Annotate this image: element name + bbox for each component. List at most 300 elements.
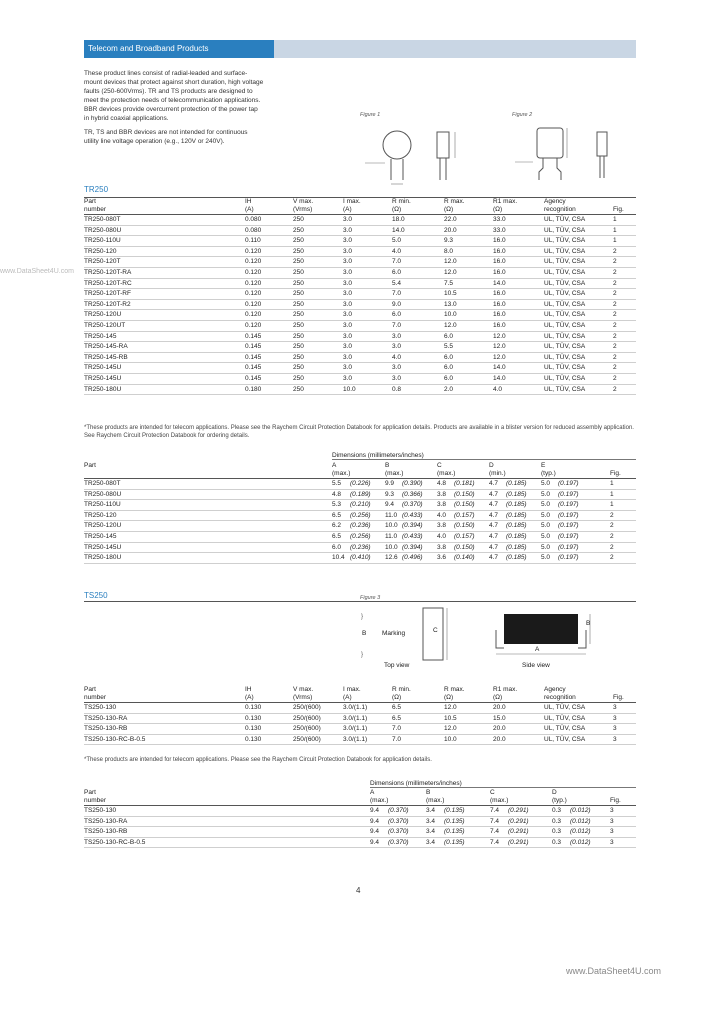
- part-number-cell: TR250-110U: [84, 501, 121, 509]
- table-cell: 1: [613, 237, 617, 245]
- table-cell: 3.0: [343, 332, 353, 340]
- table-cell: 3.4: [426, 838, 436, 846]
- table-cell: 16.0: [493, 300, 506, 308]
- table-cell: 4.7: [489, 480, 499, 487]
- table-row: [84, 278, 636, 289]
- table-cell: (0.197): [558, 554, 579, 562]
- col-d: D (typ.): [552, 789, 567, 804]
- col-b: B (max.): [426, 789, 445, 804]
- table-cell: 250/(600): [293, 704, 321, 711]
- table-cell: 2: [613, 258, 617, 266]
- table-cell: 4.0: [493, 385, 503, 393]
- col-e: E (typ.): [541, 462, 556, 477]
- part-number-cell: TS250-130-RC-B-0.5: [84, 838, 146, 846]
- table-row: [84, 310, 636, 321]
- table-cell: 0.080: [245, 216, 262, 223]
- table-cell: 2: [613, 353, 617, 361]
- table-cell: 250: [293, 364, 304, 372]
- table-cell: 3.0: [343, 216, 353, 223]
- dim-letter-a: A: [535, 646, 540, 653]
- figure-1-label: Figure 1: [360, 112, 381, 118]
- table-cell: 12.6: [385, 554, 398, 562]
- table-row: [84, 257, 636, 268]
- col-fig: Fig.: [613, 694, 624, 701]
- table-cell: (0.256): [350, 511, 371, 519]
- table-cell: 0.3: [552, 817, 562, 825]
- table-cell: (0.291): [508, 828, 529, 836]
- table-cell: 0.120: [245, 321, 262, 329]
- table-cell: 9.3: [385, 490, 395, 498]
- table-cell: 3.0: [343, 226, 353, 234]
- part-number-cell: TR250-080T: [84, 216, 121, 223]
- table-row: [84, 236, 636, 247]
- table-cell: 0.145: [245, 353, 262, 361]
- table-cell: 3.8: [437, 543, 447, 551]
- table-cell: 5.0: [541, 522, 551, 530]
- part-number-cell: TR250-145: [84, 532, 117, 540]
- table-cell: 2: [613, 321, 617, 329]
- table-cell: 3.0/(1.1): [343, 704, 368, 711]
- table-cell: 6.0: [392, 311, 402, 319]
- table-cell: 9.9: [385, 480, 395, 487]
- table-cell: 6.5: [332, 532, 342, 540]
- table-cell: UL, TÜV, CSA: [544, 321, 586, 329]
- table-cell: 12.0: [493, 343, 506, 351]
- part-number-cell: TS250-130: [84, 807, 117, 814]
- table-cell: (0.366): [402, 490, 423, 498]
- table-cell: 0.120: [245, 311, 262, 319]
- table-cell: 13.0: [444, 300, 457, 308]
- table-cell: 12.0: [444, 258, 457, 266]
- table-cell: 12.0: [444, 268, 457, 276]
- table-cell: 3.0/(1.1): [343, 735, 368, 743]
- table-cell: 0.3: [552, 838, 562, 846]
- table-row: [84, 510, 636, 521]
- table-cell: 250: [293, 290, 304, 298]
- table-cell: 250: [293, 247, 304, 255]
- table-cell: UL, TÜV, CSA: [544, 714, 586, 722]
- table-cell: 10.0: [385, 543, 398, 551]
- table-cell: 3.8: [437, 522, 447, 530]
- table-cell: 7.0: [392, 321, 402, 329]
- part-number-cell: TR250-120U: [84, 522, 122, 530]
- table-cell: 0.110: [245, 237, 261, 245]
- table-cell: 10.0: [343, 385, 356, 393]
- table-cell: 12.0: [444, 704, 457, 711]
- page-title: Telecom and Broadband Products: [84, 40, 274, 58]
- part-number-cell: TR250-080T: [84, 480, 121, 487]
- table-cell: (0.135): [444, 828, 465, 836]
- table-cell: 16.0: [493, 311, 506, 319]
- col-part: Part number: [84, 686, 107, 701]
- intro-paragraph-2: TR, TS and BBR devices are not intended for continuous utility line voltage operation (e.g., 120V or 240V).: [84, 129, 248, 146]
- table-cell: 6.0: [444, 332, 454, 340]
- table-row: [84, 331, 636, 342]
- table-cell: 0.120: [245, 258, 262, 266]
- table-cell: 0.130: [245, 704, 262, 711]
- table-cell: 16.0: [493, 268, 506, 276]
- table-header-row: [84, 789, 636, 806]
- part-number-cell: TS250-130-RB: [84, 725, 128, 733]
- table-cell: 2: [613, 332, 617, 340]
- table-cell: 0.120: [245, 247, 262, 255]
- part-number-cell: TR250-145U: [84, 374, 122, 382]
- table-cell: (0.189): [350, 490, 371, 498]
- table-cell: 1: [610, 490, 614, 498]
- table-row: [84, 734, 636, 745]
- table-row: [84, 373, 636, 384]
- table-cell: 0.120: [245, 290, 262, 298]
- table-cell: UL, TÜV, CSA: [544, 725, 586, 733]
- table-cell: (0.140): [454, 554, 475, 562]
- table-cell: 2: [613, 290, 617, 298]
- table-cell: 9.4: [385, 501, 395, 509]
- table-cell: 250: [293, 226, 304, 234]
- table-cell: 1: [610, 501, 614, 509]
- figure-3-label: Figure 3: [360, 595, 381, 601]
- table-cell: (0.410): [350, 554, 371, 562]
- table-cell: UL, TÜV, CSA: [544, 735, 586, 743]
- table-cell: 16.0: [493, 247, 506, 255]
- table-cell: 3.0: [343, 290, 353, 298]
- table-cell: 4.8: [437, 480, 447, 487]
- table-cell: (0.236): [350, 543, 371, 551]
- table-cell: 3.0: [392, 343, 402, 351]
- table-cell: 6.0: [444, 374, 454, 382]
- table-cell: UL, TÜV, CSA: [544, 332, 586, 340]
- table-cell: 12.0: [444, 725, 457, 733]
- table-cell: 22.0: [444, 216, 457, 223]
- tr250-table: [84, 198, 636, 395]
- table-row: [84, 500, 636, 511]
- table-cell: (0.433): [402, 511, 423, 519]
- table-cell: (0.135): [444, 817, 465, 825]
- table-cell: 10.0: [444, 735, 457, 743]
- table-cell: 5.0: [541, 543, 551, 551]
- table-row: [84, 479, 636, 490]
- table-cell: 6.5: [332, 511, 342, 519]
- svg-text:}: }: [361, 652, 364, 658]
- table-row: [84, 827, 636, 838]
- table-cell: (0.197): [558, 522, 579, 530]
- table-cell: 0.145: [245, 374, 262, 382]
- part-number-cell: TR250-120T-RC: [84, 279, 132, 287]
- table-cell: (0.370): [388, 817, 409, 825]
- table-cell: 3: [610, 807, 614, 814]
- table-cell: 250: [293, 374, 304, 382]
- table-cell: 2: [610, 522, 614, 530]
- table-cell: 12.0: [493, 353, 506, 361]
- table-cell: 0.145: [245, 332, 262, 340]
- ts250-note: *These products are intended for telecom applications. Please see the Raychem Circuit Protection Databook for application details.: [84, 757, 432, 763]
- table-cell: 5.0: [392, 237, 402, 245]
- table-cell: 3.0: [343, 247, 353, 255]
- tr250-section-title: TR250: [84, 185, 109, 194]
- table-cell: (0.135): [444, 838, 465, 846]
- table-row: [84, 225, 636, 236]
- table-cell: 20.0: [444, 226, 457, 234]
- col-ih: IH (A): [245, 198, 254, 213]
- table-cell: UL, TÜV, CSA: [544, 290, 586, 298]
- table-row: [84, 384, 636, 395]
- table-header-row: [84, 462, 636, 479]
- table-cell: (0.197): [558, 543, 579, 551]
- table-cell: 2: [613, 247, 617, 255]
- table-cell: 9.4: [370, 807, 380, 814]
- col-c: C (max.): [490, 789, 509, 804]
- table-cell: 2: [613, 374, 617, 382]
- table-row: [84, 267, 636, 278]
- table-cell: 250: [293, 216, 304, 223]
- col-r1max: R1 max. (Ω): [493, 198, 518, 213]
- page-number: 4: [356, 886, 361, 895]
- table-cell: 20.0: [493, 735, 506, 743]
- part-number-cell: TR250-120T: [84, 258, 121, 266]
- table-cell: 7.4: [490, 817, 500, 825]
- table-cell: (0.185): [506, 532, 527, 540]
- table-cell: 2: [610, 543, 614, 551]
- table-cell: 6.0: [444, 353, 454, 361]
- table-cell: 8.0: [444, 247, 454, 255]
- table-cell: 5.4: [392, 279, 402, 287]
- table-cell: (0.197): [558, 532, 579, 540]
- table-cell: (0.150): [454, 490, 475, 498]
- table-cell: 14.0: [493, 279, 506, 287]
- table-cell: UL, TÜV, CSA: [544, 353, 586, 361]
- table-cell: UL, TÜV, CSA: [544, 268, 586, 276]
- marking-label: Marking: [382, 630, 406, 637]
- table-cell: 5.5: [332, 480, 342, 487]
- ts-dimensions-header: Dimensions (millimeters/inches): [370, 780, 636, 788]
- table-cell: 10.0: [385, 522, 398, 530]
- part-number-cell: TR250-145-RB: [84, 353, 128, 361]
- col-r1max: R1 max. (Ω): [493, 686, 518, 701]
- table-cell: (0.210): [350, 501, 371, 509]
- part-number-cell: TR250-080U: [84, 226, 122, 234]
- table-cell: 4.7: [489, 511, 499, 519]
- table-cell: 3: [610, 817, 614, 825]
- table-cell: 2: [613, 364, 617, 372]
- part-number-cell: TR250-120T-RA: [84, 268, 132, 276]
- table-cell: (0.157): [454, 532, 475, 540]
- table-cell: 16.0: [493, 321, 506, 329]
- ts250-section-title: TS250: [84, 591, 108, 600]
- table-cell: 2: [613, 268, 617, 276]
- table-cell: 6.5: [392, 714, 402, 722]
- table-row: [84, 246, 636, 257]
- table-cell: (0.197): [558, 511, 579, 519]
- table-cell: UL, TÜV, CSA: [544, 258, 586, 266]
- table-cell: 1: [613, 216, 617, 223]
- table-cell: 3.0: [343, 364, 353, 372]
- table-cell: 0.120: [245, 300, 262, 308]
- table-cell: 3.0: [343, 311, 353, 319]
- table-cell: UL, TÜV, CSA: [544, 385, 586, 393]
- table-cell: (0.185): [506, 511, 527, 519]
- table-cell: 2: [613, 311, 617, 319]
- table-cell: 9.4: [370, 838, 380, 846]
- col-a: A (max.): [332, 462, 351, 477]
- table-cell: (0.291): [508, 807, 529, 814]
- part-number-cell: TR250-120: [84, 511, 117, 519]
- table-cell: (0.012): [570, 828, 591, 836]
- figure-1-diagram: [355, 118, 475, 188]
- table-cell: UL, TÜV, CSA: [544, 247, 586, 255]
- table-cell: 4.7: [489, 501, 499, 509]
- table-cell: 20.0: [493, 725, 506, 733]
- table-cell: 1: [613, 226, 617, 234]
- table-cell: 15.0: [493, 714, 506, 722]
- side-view-label: Side view: [522, 662, 550, 669]
- table-row: [84, 837, 636, 848]
- table-row: [84, 553, 636, 564]
- table-cell: 20.0: [493, 704, 506, 711]
- table-cell: 2: [610, 554, 614, 562]
- table-cell: 250: [293, 258, 304, 266]
- table-row: [84, 289, 636, 300]
- table-cell: 16.0: [493, 290, 506, 298]
- part-number-cell: TR250-120UT: [84, 321, 126, 329]
- intro-text: [84, 70, 264, 153]
- table-row: [84, 215, 636, 226]
- part-number-cell: TR250-145-RA: [84, 343, 128, 351]
- table-cell: UL, TÜV, CSA: [544, 226, 586, 234]
- table-cell: UL, TÜV, CSA: [544, 704, 586, 711]
- table-row: [84, 806, 636, 817]
- part-number-cell: TR250-080U: [84, 490, 122, 498]
- table-cell: 4.7: [489, 522, 499, 530]
- table-cell: 3: [613, 714, 617, 722]
- col-rmax: R max. (Ω): [444, 686, 465, 701]
- table-cell: 0.180: [245, 385, 262, 393]
- table-cell: 11.0: [385, 532, 398, 540]
- table-cell: 3.0: [343, 353, 353, 361]
- table-cell: 3.8: [437, 490, 447, 498]
- intro-paragraph-1: These product lines consist of radial-leaded and surface-mount devices that protect against short duration, high voltage faults (250-600Vrms). TR and TS products are designed to meet the protection needs of telecommunication applications. BBR devices provide overcurrent protection of the power tap in hybrid coaxial applications.: [84, 70, 264, 122]
- table-cell: (0.433): [402, 532, 423, 540]
- table-cell: (0.197): [558, 490, 579, 498]
- table-cell: (0.291): [508, 817, 529, 825]
- part-number-cell: TR250-145U: [84, 543, 122, 551]
- table-cell: 3: [613, 735, 617, 743]
- table-cell: 7.0: [392, 725, 402, 733]
- table-cell: 7.0: [392, 290, 402, 298]
- table-cell: (0.185): [506, 490, 527, 498]
- col-c: C (max.): [437, 462, 456, 477]
- table-cell: 3: [613, 725, 617, 733]
- col-rmax: R max. (Ω): [444, 198, 465, 213]
- col-rmin: R min. (Ω): [392, 686, 411, 701]
- table-cell: 3.0: [343, 268, 353, 276]
- table-cell: 2: [610, 532, 614, 540]
- table-cell: 9.4: [370, 817, 380, 825]
- table-header-row: [84, 686, 636, 703]
- part-number-cell: TR250-145: [84, 332, 117, 340]
- col-imax: I max. (A): [343, 686, 361, 701]
- table-cell: 33.0: [493, 216, 506, 223]
- table-cell: 7.0: [392, 258, 402, 266]
- table-cell: 6.2: [332, 522, 342, 530]
- part-number-cell: TR250-120T-RF: [84, 290, 131, 298]
- part-number-cell: TS250-130-RA: [84, 714, 128, 722]
- table-cell: 3.0: [392, 364, 402, 372]
- table-cell: 0.8: [392, 385, 402, 393]
- table-row: [84, 724, 636, 735]
- table-cell: 7.4: [490, 828, 500, 836]
- table-cell: 250/(600): [293, 735, 321, 743]
- table-cell: 0.130: [245, 714, 262, 722]
- table-row: [84, 521, 636, 532]
- table-cell: UL, TÜV, CSA: [544, 279, 586, 287]
- figure-2-label: Figure 2: [512, 112, 533, 118]
- table-cell: 7.4: [490, 807, 500, 814]
- table-cell: 0.3: [552, 828, 562, 836]
- table-cell: 4.0: [437, 511, 447, 519]
- figure-2-diagram: [505, 118, 625, 188]
- table-cell: 250: [293, 385, 304, 393]
- table-cell: 3.0: [343, 321, 353, 329]
- table-cell: 2: [613, 279, 617, 287]
- table-cell: 11.0: [385, 511, 398, 519]
- part-number-cell: TR250-145U: [84, 364, 122, 372]
- table-cell: 12.0: [493, 332, 506, 340]
- table-cell: 7.5: [444, 279, 454, 287]
- table-cell: 5.5: [444, 343, 454, 351]
- table-cell: 3.0: [343, 343, 353, 351]
- table-cell: 7.0: [392, 735, 402, 743]
- table-cell: (0.150): [454, 543, 475, 551]
- table-cell: 2: [610, 511, 614, 519]
- table-cell: (0.185): [506, 480, 527, 487]
- table-cell: (0.012): [570, 807, 591, 814]
- table-cell: 2: [613, 385, 617, 393]
- col-ih: IH (A): [245, 686, 254, 701]
- table-cell: 0.3: [552, 807, 562, 814]
- table-cell: 2: [613, 300, 617, 308]
- table-cell: 3: [610, 838, 614, 846]
- table-cell: 250: [293, 279, 304, 287]
- table-row: [84, 489, 636, 500]
- table-cell: UL, TÜV, CSA: [544, 364, 586, 372]
- dim-letter-c: C: [433, 627, 438, 634]
- table-cell: (0.390): [402, 480, 423, 487]
- col-part: Part number: [84, 789, 107, 804]
- table-cell: 3.0/(1.1): [343, 725, 368, 733]
- col-rmin: R min. (Ω): [392, 198, 411, 213]
- table-cell: 3.0/(1.1): [343, 714, 368, 722]
- table-cell: 0.120: [245, 268, 262, 276]
- table-cell: 9.4: [370, 828, 380, 836]
- table-cell: (0.157): [454, 511, 475, 519]
- table-cell: (0.197): [558, 501, 579, 509]
- table-cell: 3.0: [343, 258, 353, 266]
- table-cell: (0.370): [402, 501, 423, 509]
- table-cell: 7.4: [490, 838, 500, 846]
- table-cell: 2: [613, 343, 617, 351]
- table-cell: UL, TÜV, CSA: [544, 311, 586, 319]
- svg-text:}: }: [361, 614, 364, 620]
- table-cell: 3.6: [437, 554, 447, 562]
- table-cell: 18.0: [392, 216, 405, 223]
- table-row: [84, 342, 636, 353]
- part-number-cell: TR250-180U: [84, 385, 122, 393]
- table-cell: UL, TÜV, CSA: [544, 216, 586, 223]
- table-cell: 5.0: [541, 501, 551, 509]
- table-cell: 250: [293, 300, 304, 308]
- table-cell: 3.0: [343, 279, 353, 287]
- table-cell: 0.130: [245, 725, 262, 733]
- table-cell: (0.185): [506, 543, 527, 551]
